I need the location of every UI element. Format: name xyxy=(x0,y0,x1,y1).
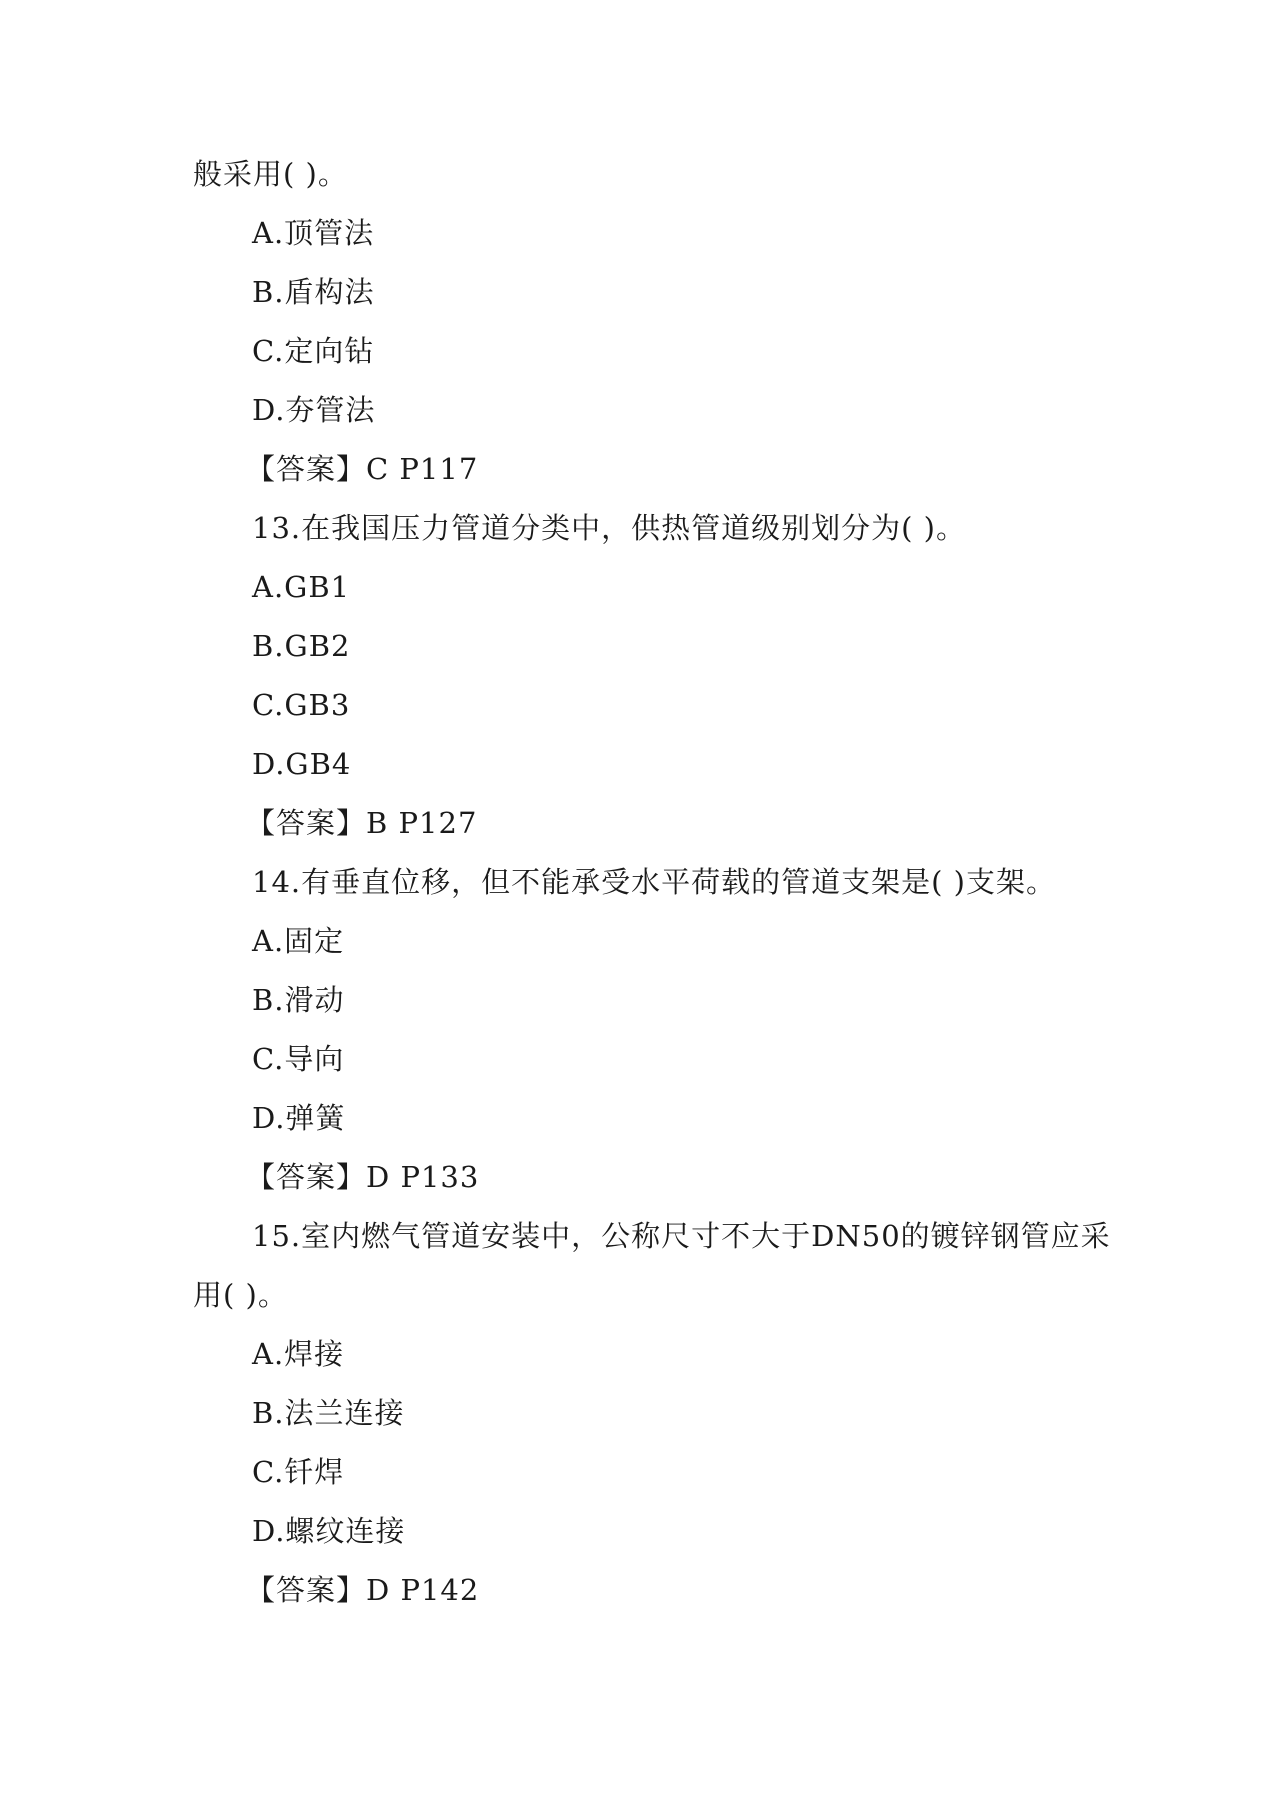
question-15-option-b: B.法兰连接 xyxy=(252,1396,405,1430)
question-15-stem: 15.室内燃气管道安装中，公称尺寸不大于DN50的镀锌钢管应采 xyxy=(252,1219,1111,1253)
question-12-answer: 【答案】C P117 xyxy=(246,452,479,486)
question-14-option-d: D.弹簧 xyxy=(252,1101,346,1135)
question-14-answer: 【答案】D P133 xyxy=(246,1160,480,1194)
question-15-option-c: C.钎焊 xyxy=(252,1455,345,1489)
question-12-option-c: C.定向钻 xyxy=(252,334,375,368)
question-14-stem: 14.有垂直位移，但不能承受水平荷载的管道支架是( )支架。 xyxy=(252,865,1056,899)
question-12-option-a: A.顶管法 xyxy=(252,216,375,250)
question-15-option-d: D.螺纹连接 xyxy=(252,1514,406,1548)
question-15-continuation: 用( )。 xyxy=(193,1278,288,1312)
question-12-option-d: D.夯管法 xyxy=(252,393,376,427)
question-15-option-a: A.焊接 xyxy=(252,1337,345,1371)
question-15-answer: 【答案】D P142 xyxy=(246,1573,480,1607)
question-13-option-a: A.GB1 xyxy=(252,570,351,604)
question-13-option-d: D.GB4 xyxy=(252,747,352,781)
question-14-option-b: B.滑动 xyxy=(252,983,345,1017)
question-14-option-a: A.固定 xyxy=(252,924,345,958)
question-14-option-c: C.导向 xyxy=(252,1042,345,1076)
question-13-option-b: B.GB2 xyxy=(252,629,351,663)
question-12-option-b: B.盾构法 xyxy=(252,275,375,309)
question-13-option-c: C.GB3 xyxy=(252,688,351,722)
question-13-answer: 【答案】B P127 xyxy=(246,806,478,840)
question-12-continuation: 般采用( )。 xyxy=(193,157,348,191)
question-13-stem: 13.在我国压力管道分类中，供热管道级别划分为( )。 xyxy=(252,511,966,545)
